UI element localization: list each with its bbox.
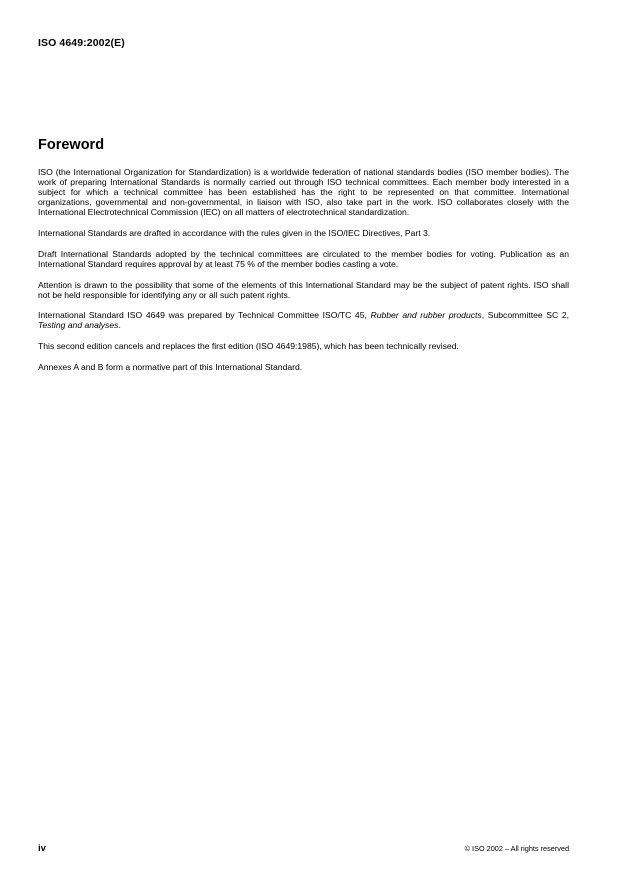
paragraph-committee (38, 310, 569, 330)
committee-name: Rubber and rubber products (370, 310, 482, 321)
page-number: iv (38, 843, 46, 854)
committee-text-3: . (118, 320, 121, 331)
paragraph-iso-federation: ISO (the International Organization for Standardization) is a worldwide federation of national standards bodies (ISO member bodies). The work of preparing International Standards is normally carried out through ISO technical committees. Each member body interested in a subject for which a technical committee has been established has the right to be represented on that committee. International organizations, governmental and non-governmental, in liaison with ISO, also take part in the work. ISO collaborates closely with the International Electrotechnical Commission (IEC) on all matters of electrotechnical standardization. (38, 167, 569, 218)
document-identifier: ISO 4649:2002(E) (38, 37, 125, 49)
paragraph-annexes: Annexes A and B form a normative part of this International Standard. (38, 361, 303, 372)
paragraph-directives: International Standards are drafted in accordance with the rules given in the ISO/IEC Directives, Part 3. (38, 228, 431, 239)
paragraph-draft-standards: Draft International Standards adopted by the technical committees are circulated to the member bodies for voting. Publication as an International Standard requires approval by at least 75 % of the member bodies casting a vote. (38, 248, 569, 269)
section-title: Foreword (38, 137, 105, 153)
committee-text-2: , Subcommittee SC 2, (481, 310, 570, 321)
copyright-notice: © ISO 2002 – All rights reserved (464, 844, 569, 853)
paragraph-edition: This second edition cancels and replaces the first edition (ISO 4649:1985), which has been technically revised. (38, 341, 459, 352)
subcommittee-name: Testing and analyses (38, 320, 119, 331)
foreword-body (38, 167, 569, 382)
paragraph-patent-rights: Attention is drawn to the possibility that some of the elements of this International Standard may be the subject of patent rights. ISO shall not be held responsible for identifying any or all such patent rights. (38, 279, 569, 300)
committee-text-1: International Standard ISO 4649 was prepared by Technical Committee ISO/TC 45, (38, 310, 371, 321)
